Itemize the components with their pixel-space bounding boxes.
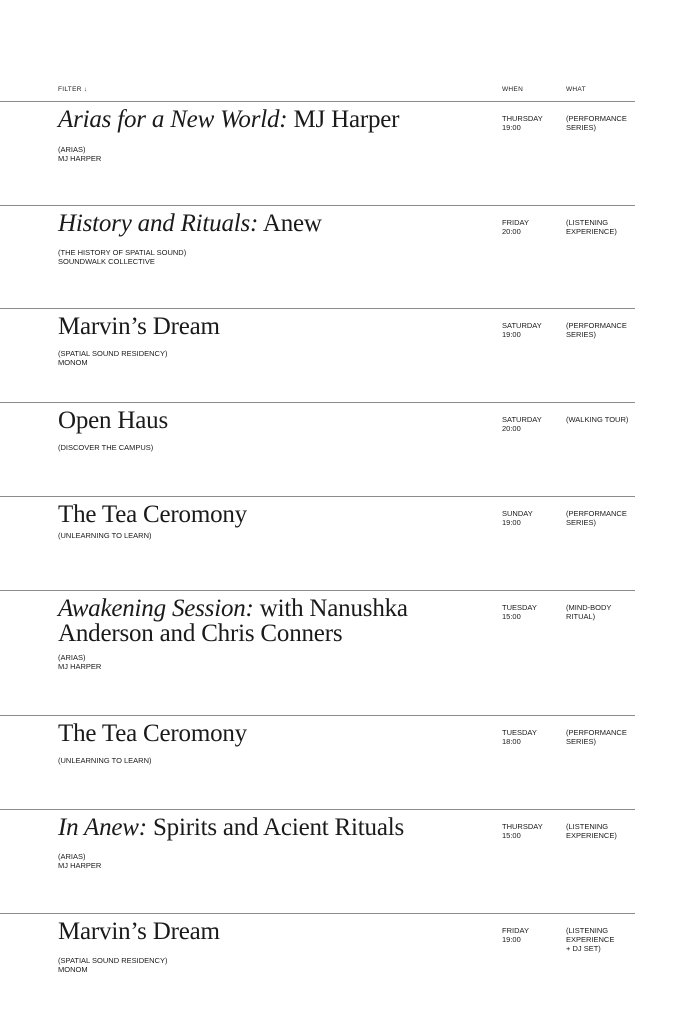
event-what-line: EXPERIENCE): [566, 227, 617, 236]
event-tag: MJ HARPER: [58, 861, 102, 870]
event-what-line: (PERFORMANCE: [566, 509, 627, 518]
event-title-text: Open Haus: [58, 407, 168, 434]
event-tag: (UNLEARNING TO LEARN): [58, 756, 152, 765]
event-tag: (ARIAS): [58, 852, 86, 861]
event-when: [502, 926, 529, 944]
event-title[interactable]: [58, 314, 488, 339]
event-row[interactable]: [0, 590, 635, 715]
event-what-line: SERIES): [566, 737, 597, 746]
event-tag: MONOM: [58, 358, 88, 367]
event-title-text: MJ Harper: [287, 106, 400, 133]
event-tag: (SPATIAL SOUND RESIDENCY): [58, 349, 168, 358]
event-row[interactable]: [0, 308, 635, 402]
event-tag: MJ HARPER: [58, 662, 102, 671]
event-what: [566, 321, 641, 339]
event-what: [566, 603, 641, 621]
event-tag: (ARIAS): [58, 653, 86, 662]
filter-button[interactable]: FILTER ↓: [58, 86, 88, 93]
list-header: [0, 86, 691, 96]
event-tags: [58, 956, 167, 974]
event-what-line: (LISTENING: [566, 822, 609, 831]
event-title[interactable]: [58, 211, 488, 236]
event-when-line: THURSDAY: [502, 822, 543, 831]
event-when: [502, 728, 537, 746]
event-when-line: 18:00: [502, 737, 521, 746]
event-when-line: 20:00: [502, 227, 521, 236]
event-what-line: (LISTENING: [566, 926, 609, 935]
event-when: [502, 603, 537, 621]
event-what: [566, 822, 641, 840]
event-when-line: SATURDAY: [502, 321, 542, 330]
event-when-line: TUESDAY: [502, 603, 537, 612]
event-tag: (DISCOVER THE CAMPUS): [58, 443, 154, 452]
event-title[interactable]: [58, 919, 488, 944]
event-when-line: THURSDAY: [502, 114, 543, 123]
event-row[interactable]: [0, 913, 635, 1024]
event-title-text: Anew: [258, 210, 322, 237]
event-when-line: TUESDAY: [502, 728, 537, 737]
event-tags: [58, 145, 101, 163]
event-row[interactable]: [0, 101, 635, 205]
event-title-text: Spirits and Acient Rituals: [146, 814, 404, 841]
event-title[interactable]: [58, 502, 488, 527]
event-when-line: 15:00: [502, 831, 521, 840]
event-what-line: (PERFORMANCE: [566, 728, 627, 737]
event-title[interactable]: [58, 408, 488, 433]
event-what-line: EXPERIENCE): [566, 831, 617, 840]
event-tag: (SPATIAL SOUND RESIDENCY): [58, 956, 168, 965]
event-title-italic: In Anew:: [58, 814, 147, 841]
event-title[interactable]: [58, 107, 488, 132]
event-when-line: 19:00: [502, 518, 521, 527]
event-when: [502, 114, 543, 132]
event-when-line: 19:00: [502, 935, 521, 944]
event-title-text: Marvin’s Dream: [58, 918, 220, 945]
event-what-line: RITUAL): [566, 612, 596, 621]
event-when-line: 19:00: [502, 123, 521, 132]
event-tag: SOUNDWALK COLLECTIVE: [58, 257, 155, 266]
event-when-line: 15:00: [502, 612, 521, 621]
event-title[interactable]: [58, 815, 488, 840]
event-what-line: SERIES): [566, 518, 597, 527]
event-what: [566, 728, 641, 746]
event-what-line: SERIES): [566, 330, 597, 339]
event-when: [502, 218, 529, 236]
event-title-italic: Awakening Session:: [58, 595, 254, 622]
event-when-line: SATURDAY: [502, 415, 542, 424]
event-tag: MONOM: [58, 965, 88, 974]
event-list: [0, 101, 691, 1024]
event-title-italic: Arias for a New World:: [58, 106, 288, 133]
event-tag: (ARIAS): [58, 145, 86, 154]
event-tags: [58, 531, 152, 540]
event-tag: (THE HISTORY OF SPATIAL SOUND): [58, 248, 187, 257]
event-what: [566, 415, 641, 424]
event-row[interactable]: [0, 402, 635, 496]
event-what-line: (WALKING TOUR): [566, 415, 629, 424]
event-when-line: 19:00: [502, 330, 521, 339]
event-tags: [58, 248, 186, 266]
event-tags: [58, 852, 101, 870]
event-title[interactable]: [58, 721, 488, 746]
event-title-text: with Nanushka Anderson and Chris Conners: [58, 595, 408, 647]
event-row[interactable]: [0, 205, 635, 308]
event-title[interactable]: [58, 596, 428, 646]
event-tag: (UNLEARNING TO LEARN): [58, 531, 152, 540]
event-tags: [58, 443, 153, 452]
event-what-line: + DJ SET): [566, 944, 601, 953]
event-row[interactable]: [0, 496, 635, 590]
what-column-header: WHAT: [566, 86, 586, 93]
event-title-italic: History and Rituals:: [58, 210, 259, 237]
event-when: [502, 321, 542, 339]
event-title-text: Marvin’s Dream: [58, 313, 220, 340]
event-title-text: The Tea Ceromony: [58, 720, 247, 747]
event-tags: [58, 653, 101, 671]
event-what-line: (PERFORMANCE: [566, 321, 627, 330]
event-tags: [58, 349, 167, 367]
event-tags: [58, 756, 152, 765]
event-when: [502, 415, 542, 433]
event-what-line: (MIND-BODY: [566, 603, 612, 612]
event-what: [566, 926, 641, 953]
event-what-line: (LISTENING: [566, 218, 609, 227]
event-title-text: The Tea Ceromony: [58, 501, 247, 528]
event-row[interactable]: [0, 715, 635, 809]
when-column-header: WHEN: [502, 86, 524, 93]
event-when-line: FRIDAY: [502, 926, 529, 935]
event-when-line: SUNDAY: [502, 509, 533, 518]
event-when-line: FRIDAY: [502, 218, 529, 227]
event-tag: MJ HARPER: [58, 154, 102, 163]
event-when: [502, 509, 533, 527]
event-when: [502, 822, 543, 840]
event-what-line: (PERFORMANCE: [566, 114, 627, 123]
event-what: [566, 509, 641, 527]
event-what: [566, 114, 641, 132]
event-when-line: 20:00: [502, 424, 521, 433]
event-row[interactable]: [0, 809, 635, 913]
event-what-line: SERIES): [566, 123, 597, 132]
event-what: [566, 218, 641, 236]
event-what-line: EXPERIENCE: [566, 935, 615, 944]
